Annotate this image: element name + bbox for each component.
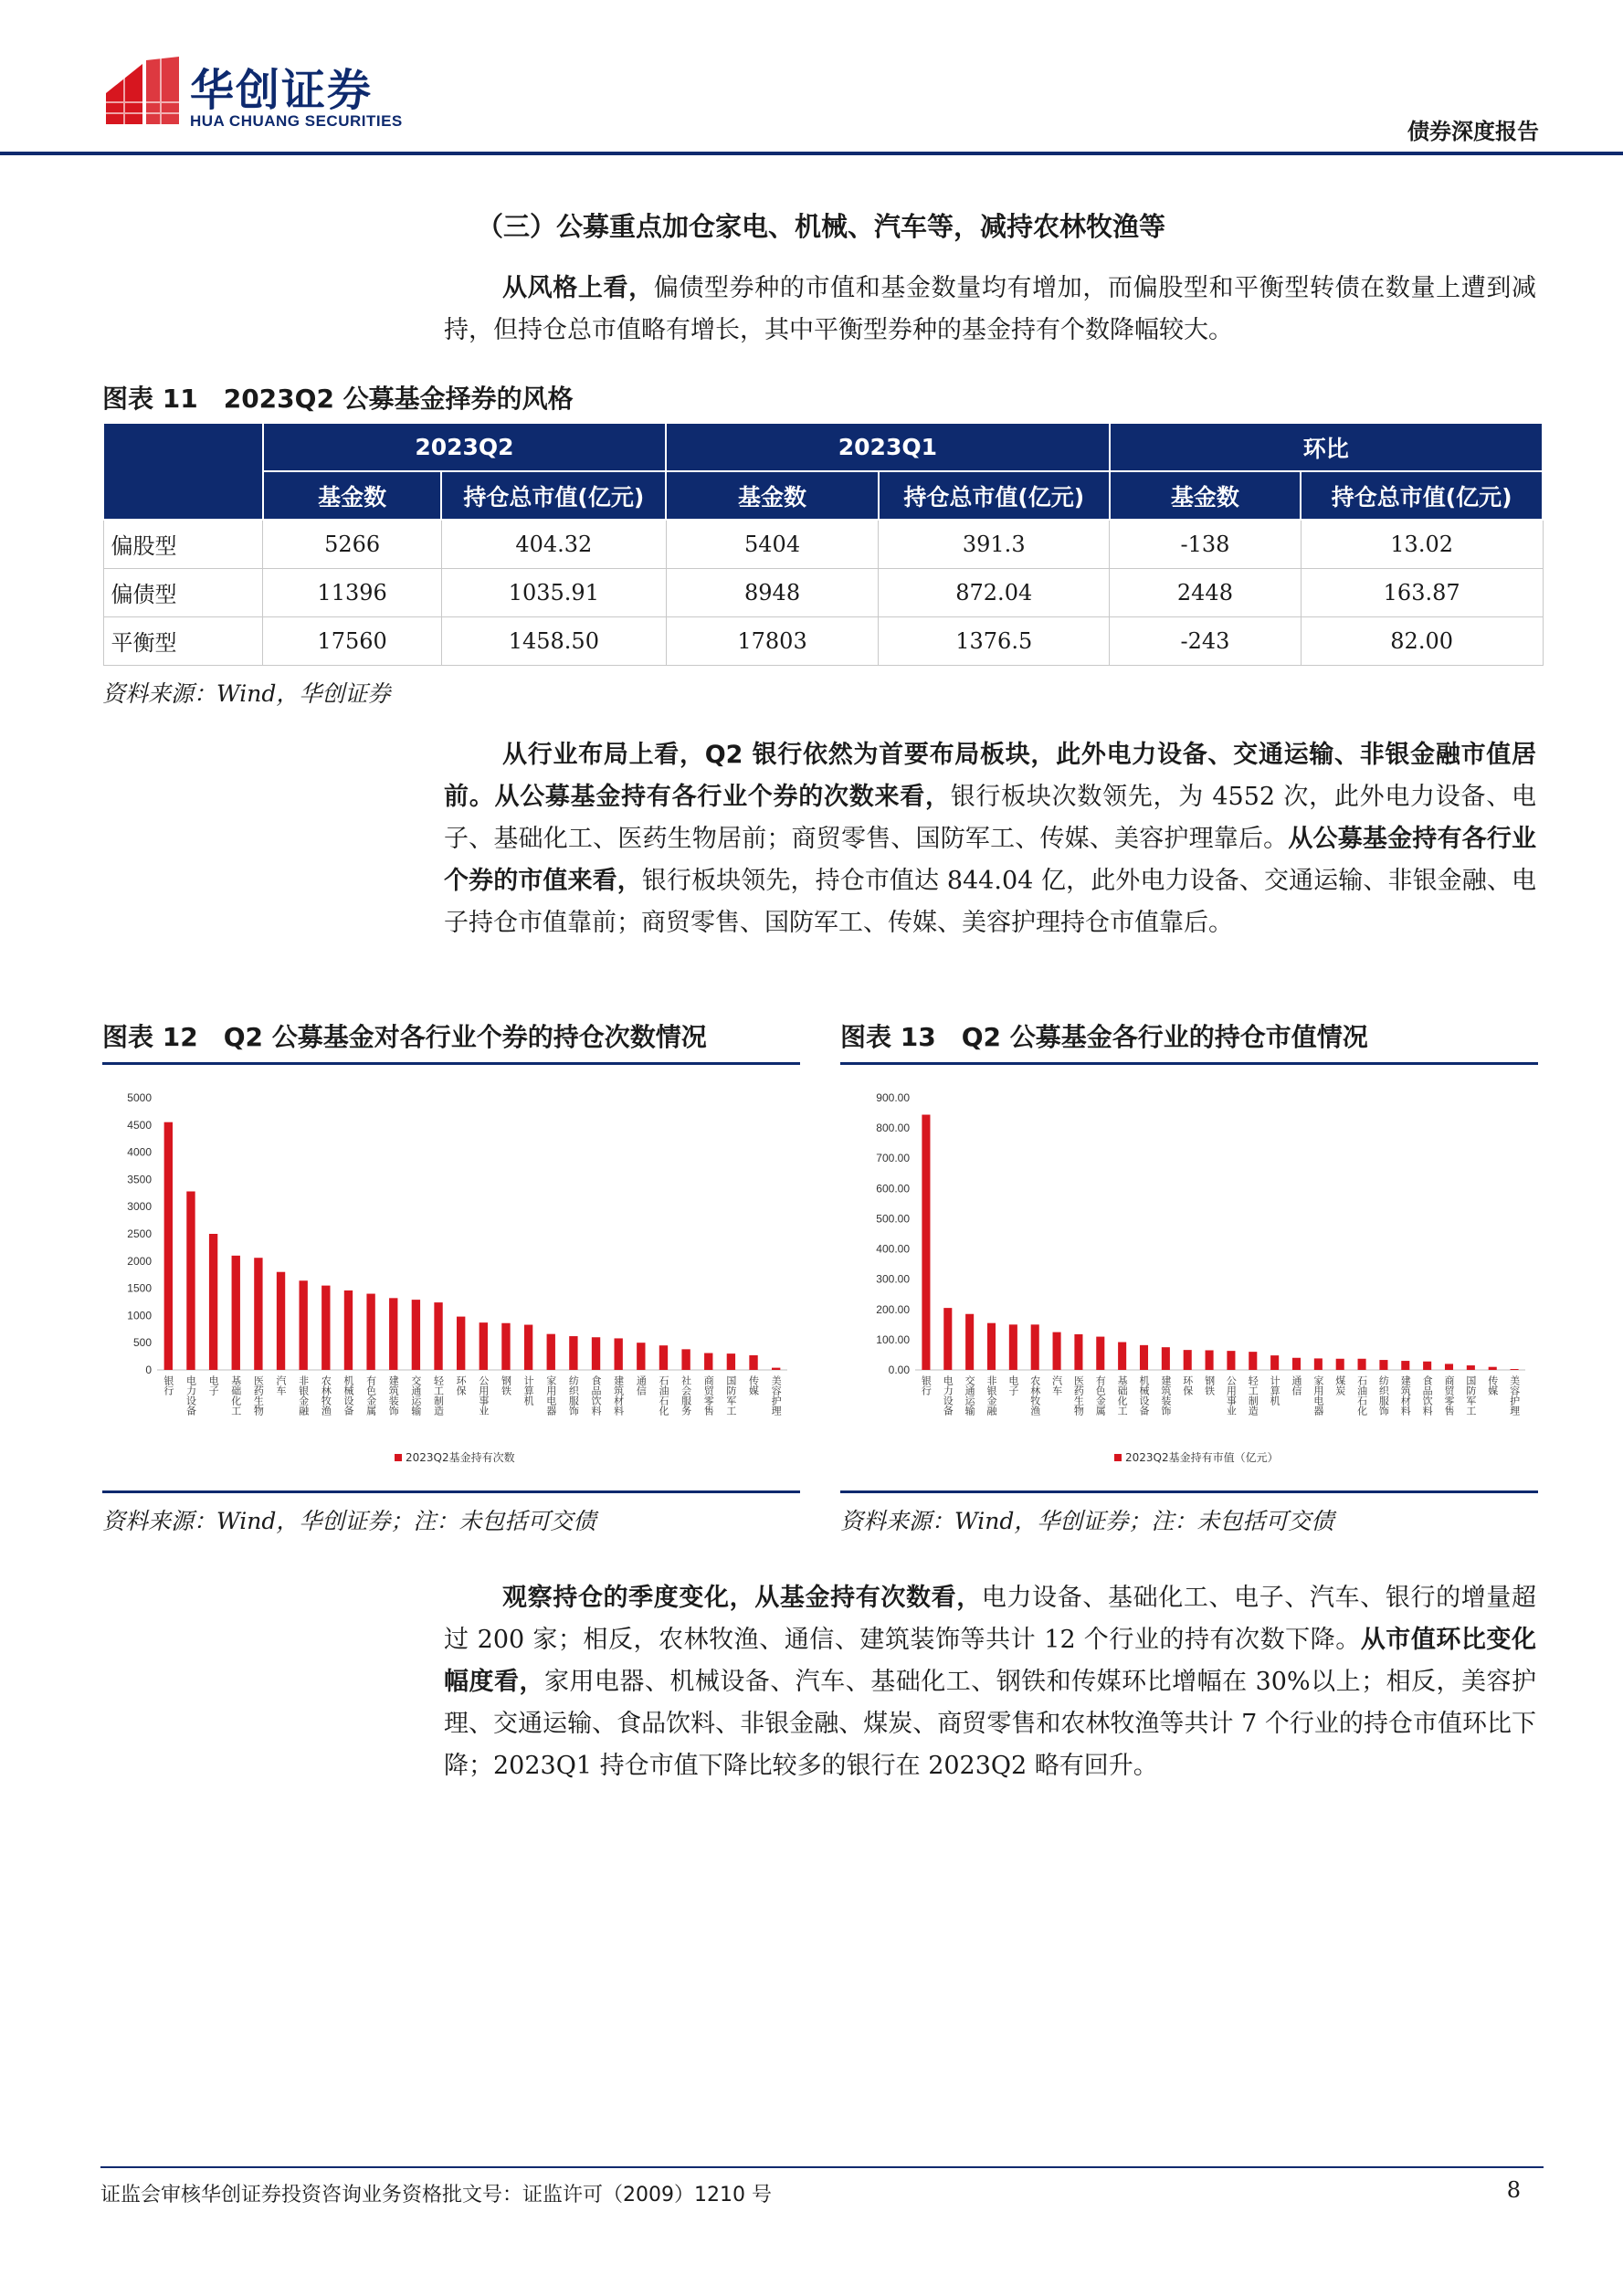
row-label: 偏债型 xyxy=(103,568,263,616)
bar-美容护理 xyxy=(1511,1369,1519,1370)
bar-电子 xyxy=(1009,1324,1017,1370)
table-cell: 11396 xyxy=(263,568,442,616)
x-tick-label: 电子 xyxy=(207,1375,220,1396)
para2-lead1: 从行业布局上看，Q2 银行依然为首要布局板块，此外电力设备、交通运输、非银金融市值居前。从公募基金持有各行业个券的次数来看， xyxy=(444,741,1536,811)
x-tick-label: 公用事业 xyxy=(477,1375,490,1416)
x-tick-label: 机械设备 xyxy=(1138,1375,1150,1416)
bar-环保 xyxy=(1184,1350,1192,1370)
x-tick-label: 石油石化 xyxy=(1355,1375,1368,1416)
bar-建筑装饰 xyxy=(1162,1347,1170,1370)
table11-source: 资料来源：Wind，华创证券 xyxy=(102,680,391,707)
figure12-source: 资料来源：Wind，华创证券；注：未包括可交债 xyxy=(102,1508,596,1534)
figure13-source: 资料来源：Wind，华创证券；注：未包括可交债 xyxy=(840,1508,1334,1534)
bar-银行 xyxy=(922,1115,930,1370)
table-cell: 17803 xyxy=(666,616,879,665)
x-tick-label: 美容护理 xyxy=(770,1375,783,1416)
footer-license: 证监会审核华创证券投资咨询业务资格批文号：证监许可（2009）1210 号 xyxy=(100,2184,772,2206)
bar-环保 xyxy=(457,1317,465,1370)
y-tick-label: 2500 xyxy=(127,1227,152,1240)
bar-公用事业 xyxy=(480,1322,488,1370)
y-tick-label: 300.00 xyxy=(876,1272,910,1286)
para3-lead2: 从市值环比变化幅度看， xyxy=(444,1626,1536,1696)
table-group-header: 环比 xyxy=(1110,423,1543,471)
row-label: 平衡型 xyxy=(103,616,263,665)
holding-count-chart xyxy=(102,1070,800,1481)
page-number: 8 xyxy=(1506,2177,1521,2203)
bar-纺织服饰 xyxy=(569,1336,577,1370)
bar-国防军工 xyxy=(727,1353,735,1370)
section-title: （三）公募重点加仓家电、机械、汽车等，减持农林牧渔等 xyxy=(477,211,1166,242)
table-cell: 2448 xyxy=(1110,568,1302,616)
company-logo-icon xyxy=(106,57,179,124)
x-tick-label: 纺织服饰 xyxy=(1377,1375,1390,1416)
para2-text2: 银行板块领先，持仓市值达 844.04 亿，此外电力设备、交通运输、非银金融、电子持仓市值靠前；商贸零售、国防军工、传媒、美容护理持仓市值靠后。 xyxy=(444,867,1537,937)
bar-钢铁 xyxy=(1206,1350,1214,1370)
para1-text: 偏债型券种的市值和基金数量均有增加，而偏股型和平衡型转债在数量上遭到减持，但持仓总市值略有增长，其中平衡型券种的基金持有个数降幅较大。 xyxy=(444,274,1536,344)
x-tick-label: 国防军工 xyxy=(724,1375,737,1416)
bar-农林牧渔 xyxy=(1031,1324,1039,1370)
bar-轻工制造 xyxy=(434,1302,442,1370)
x-tick-label: 美容护理 xyxy=(1508,1375,1521,1416)
x-tick-label: 非银金融 xyxy=(297,1375,310,1416)
bar-建筑材料 xyxy=(614,1338,622,1370)
bar-有色金属 xyxy=(1096,1337,1104,1370)
table-cell: -243 xyxy=(1110,616,1302,665)
x-tick-label: 建筑装饰 xyxy=(1159,1375,1172,1416)
x-tick-label: 食品饮料 xyxy=(1421,1375,1434,1416)
x-tick-label: 医药生物 xyxy=(1072,1375,1085,1416)
figure12-title: 图表 12 Q2 公募基金对各行业个券的持仓次数情况 xyxy=(102,1022,707,1052)
bar-食品饮料 xyxy=(1423,1362,1431,1370)
table-row xyxy=(103,616,1543,665)
y-tick-label: 100.00 xyxy=(876,1332,910,1346)
x-tick-label: 商贸零售 xyxy=(1443,1375,1455,1416)
bar-通信 xyxy=(1292,1358,1301,1370)
y-tick-label: 3500 xyxy=(127,1173,152,1186)
bar-计算机 xyxy=(524,1325,532,1370)
x-tick-label: 商贸零售 xyxy=(702,1375,715,1416)
y-tick-label: 500 xyxy=(132,1336,152,1350)
report-type: 债券深度报告 xyxy=(1407,119,1539,144)
bar-钢铁 xyxy=(501,1323,510,1370)
bar-轻工制造 xyxy=(1249,1352,1257,1370)
x-tick-label: 轻工制造 xyxy=(1247,1375,1259,1416)
holding-value-chart xyxy=(840,1070,1538,1481)
bar-家用电器 xyxy=(547,1334,555,1370)
bar-电力设备 xyxy=(186,1192,195,1370)
x-tick-label: 机械设备 xyxy=(342,1375,354,1416)
x-tick-label: 非银金融 xyxy=(985,1375,997,1416)
bar-建筑装饰 xyxy=(389,1298,397,1370)
y-tick-label: 200.00 xyxy=(876,1302,910,1316)
y-tick-label: 3000 xyxy=(127,1200,152,1214)
bar-计算机 xyxy=(1270,1355,1279,1370)
bar-医药生物 xyxy=(1074,1334,1082,1370)
table-cell: 404.32 xyxy=(441,520,666,568)
x-tick-label: 计算机 xyxy=(1269,1375,1281,1406)
bar-传媒 xyxy=(1489,1367,1497,1370)
logo-english: HUA CHUANG SECURITIES xyxy=(190,112,403,130)
table-cell: 5404 xyxy=(666,520,879,568)
x-tick-label: 国防军工 xyxy=(1464,1375,1477,1416)
table-cell: 17560 xyxy=(263,616,442,665)
bar-国防军工 xyxy=(1467,1365,1475,1370)
logo-chinese: 华创证券 xyxy=(190,65,374,116)
bar-有色金属 xyxy=(366,1294,374,1370)
para3-text1: 电力设备、基础化工、电子、汽车、银行的增量超过 200 家；相反，农林牧渔、通信、建筑装饰等共计 12 个行业的持有次数下降。 xyxy=(444,1584,1536,1654)
table-cell: 5266 xyxy=(263,520,442,568)
y-tick-label: 500.00 xyxy=(876,1212,910,1226)
x-tick-label: 交通运输 xyxy=(409,1375,422,1416)
y-tick-label: 700.00 xyxy=(876,1152,910,1165)
x-tick-label: 家用电器 xyxy=(544,1375,557,1416)
x-tick-label: 社会服务 xyxy=(680,1375,692,1416)
table-cell: 872.04 xyxy=(879,568,1110,616)
bar-银行 xyxy=(164,1122,173,1370)
y-tick-label: 2000 xyxy=(127,1254,152,1268)
table-cell: 1376.5 xyxy=(879,616,1110,665)
table-subheader: 基金数 xyxy=(1110,471,1302,520)
bar-通信 xyxy=(637,1343,645,1370)
x-tick-label: 有色金属 xyxy=(1094,1375,1107,1416)
x-tick-label: 通信 xyxy=(635,1375,648,1396)
table-subheader: 持仓总市值(亿元) xyxy=(441,471,666,520)
bar-煤炭 xyxy=(1336,1359,1344,1370)
y-tick-label: 4000 xyxy=(127,1145,152,1159)
bar-公用事业 xyxy=(1227,1351,1235,1370)
x-tick-label: 环保 xyxy=(1181,1375,1194,1396)
y-tick-label: 5000 xyxy=(127,1091,152,1104)
x-tick-label: 农林牧渔 xyxy=(320,1375,332,1416)
table-row xyxy=(103,520,1543,568)
figure13-top-rule xyxy=(840,1062,1538,1065)
x-tick-label: 钢铁 xyxy=(1203,1375,1216,1396)
para3-lead1: 观察持仓的季度变化，从基金持有次数看， xyxy=(502,1584,982,1612)
table-group-header: 2023Q1 xyxy=(666,423,1109,471)
paragraph-style xyxy=(444,268,1536,352)
bar-汽车 xyxy=(1053,1332,1061,1370)
bar-基础化工 xyxy=(232,1256,240,1370)
x-tick-label: 农林牧渔 xyxy=(1028,1375,1041,1416)
para3-text2: 家用电器、机械设备、汽车、基础化工、钢铁和传媒环比增幅在 30%以上；相反，美容护理、交通运输、食品饮料、非银金融、煤炭、商贸零售和农林牧渔等共计 7 个行业的持仓市值环比下降；2023Q1 持仓市值下降比较多的银行在 2023Q2 略有回升。 xyxy=(444,1668,1537,1780)
bar-传媒 xyxy=(749,1355,757,1370)
legend-swatch xyxy=(395,1454,402,1461)
bar-食品饮料 xyxy=(592,1337,600,1370)
bar-建筑材料 xyxy=(1401,1361,1409,1370)
figure13-bottom-rule xyxy=(840,1490,1538,1493)
x-tick-label: 汽车 xyxy=(1050,1375,1063,1396)
x-tick-label: 银行 xyxy=(162,1375,174,1396)
bar-基础化工 xyxy=(1118,1343,1126,1370)
bar-石油石化 xyxy=(659,1345,668,1370)
legend-swatch xyxy=(1114,1454,1122,1461)
table-cell: 13.02 xyxy=(1301,520,1543,568)
bar-医药生物 xyxy=(254,1258,262,1370)
y-tick-label: 0 xyxy=(145,1364,152,1376)
table-cell: 1035.91 xyxy=(441,568,666,616)
y-tick-label: 1000 xyxy=(127,1309,152,1322)
x-tick-label: 建筑材料 xyxy=(1399,1375,1412,1416)
y-tick-label: 1500 xyxy=(127,1281,152,1295)
page-header xyxy=(0,0,1623,155)
x-tick-label: 环保 xyxy=(455,1375,468,1396)
bar-纺织服饰 xyxy=(1379,1360,1387,1370)
x-tick-label: 通信 xyxy=(1291,1375,1302,1396)
y-tick-label: 0.00 xyxy=(888,1364,910,1376)
x-tick-label: 银行 xyxy=(920,1375,933,1396)
x-tick-label: 基础化工 xyxy=(229,1375,242,1416)
bar-商贸零售 xyxy=(704,1353,712,1370)
table-subheader: 基金数 xyxy=(263,471,442,520)
x-tick-label: 建筑材料 xyxy=(612,1375,625,1416)
x-tick-label: 公用事业 xyxy=(1225,1375,1238,1416)
bar-机械设备 xyxy=(1140,1345,1148,1370)
bar-机械设备 xyxy=(344,1290,353,1370)
y-tick-label: 800.00 xyxy=(876,1122,910,1135)
x-tick-label: 轻工制造 xyxy=(432,1375,445,1416)
x-tick-label: 家用电器 xyxy=(1312,1375,1324,1416)
para1-lead: 从风格上看， xyxy=(502,274,654,302)
paragraph-quarterly-change xyxy=(444,1577,1536,1787)
figure12-top-rule xyxy=(102,1062,800,1065)
para2-text1: 银行板块次数领先，为 4552 次，此外电力设备、电子、基础化工、医药生物居前；商贸零售、国防军工、传媒、美容护理靠后。 xyxy=(444,783,1536,853)
x-tick-label: 汽车 xyxy=(275,1375,288,1396)
x-tick-label: 石油石化 xyxy=(657,1375,669,1416)
x-tick-label: 交通运输 xyxy=(964,1375,976,1416)
bar-汽车 xyxy=(277,1272,285,1370)
table-group-header-row xyxy=(103,423,1543,471)
x-tick-label: 电子 xyxy=(1006,1375,1019,1396)
figure12-bottom-rule xyxy=(102,1490,800,1493)
bar-非银金融 xyxy=(987,1323,996,1370)
table-cell: -138 xyxy=(1110,520,1302,568)
bar-电力设备 xyxy=(943,1308,952,1370)
row-label: 偏股型 xyxy=(103,520,263,568)
table-cell: 391.3 xyxy=(879,520,1110,568)
bar-交通运输 xyxy=(412,1300,420,1370)
x-tick-label: 医药生物 xyxy=(252,1375,265,1416)
y-tick-label: 400.00 xyxy=(876,1242,910,1256)
x-tick-label: 基础化工 xyxy=(1116,1375,1129,1416)
x-tick-label: 有色金属 xyxy=(364,1375,377,1416)
table-cell: 163.87 xyxy=(1301,568,1543,616)
table-cell: 1458.50 xyxy=(441,616,666,665)
x-tick-label: 钢铁 xyxy=(500,1375,512,1396)
y-tick-label: 900.00 xyxy=(876,1091,910,1104)
para2-lead2: 从公募基金持有各行业个券的市值来看， xyxy=(444,825,1537,895)
table-cell: 82.00 xyxy=(1301,616,1543,665)
table-cell: 8948 xyxy=(666,568,879,616)
x-tick-label: 电力设备 xyxy=(942,1375,954,1416)
x-tick-label: 煤炭 xyxy=(1333,1375,1346,1396)
table-subheader: 基金数 xyxy=(666,471,879,520)
bar-电子 xyxy=(209,1234,217,1370)
style-table xyxy=(102,422,1544,666)
header-divider xyxy=(0,152,1623,155)
footer-divider xyxy=(100,2166,1544,2168)
bar-商贸零售 xyxy=(1445,1364,1453,1370)
figure13-title: 图表 13 Q2 公募基金各行业的持仓市值情况 xyxy=(840,1022,1368,1052)
bar-农林牧渔 xyxy=(321,1286,330,1370)
table-subheader: 持仓总市值(亿元) xyxy=(1301,471,1543,520)
x-tick-label: 传媒 xyxy=(747,1375,760,1396)
bar-社会服务 xyxy=(681,1349,690,1370)
bar-美容护理 xyxy=(772,1368,780,1370)
bar-非银金融 xyxy=(299,1280,307,1370)
table-subheader-row xyxy=(103,471,1543,520)
x-tick-label: 传媒 xyxy=(1486,1375,1499,1396)
bar-家用电器 xyxy=(1314,1358,1323,1370)
table11-title: 图表 11 2023Q2 公募基金择券的风格 xyxy=(102,384,574,414)
legend-label: 2023Q2基金持有次数 xyxy=(406,1451,515,1464)
y-tick-label: 600.00 xyxy=(876,1182,910,1195)
bar-石油石化 xyxy=(1358,1359,1366,1370)
x-tick-label: 计算机 xyxy=(522,1375,535,1406)
bar-交通运输 xyxy=(965,1314,974,1370)
x-tick-label: 建筑装饰 xyxy=(387,1375,400,1416)
table-row xyxy=(103,568,1543,616)
table-corner-cell xyxy=(103,423,263,520)
x-tick-label: 食品饮料 xyxy=(590,1375,603,1416)
legend-label: 2023Q2基金持有市值（亿元） xyxy=(1125,1451,1279,1464)
x-tick-label: 纺织服饰 xyxy=(567,1375,580,1416)
x-tick-label: 电力设备 xyxy=(184,1375,197,1416)
paragraph-industry xyxy=(444,734,1536,944)
y-tick-label: 4500 xyxy=(127,1118,152,1132)
table-group-header: 2023Q2 xyxy=(263,423,666,471)
table-subheader: 持仓总市值(亿元) xyxy=(879,471,1110,520)
